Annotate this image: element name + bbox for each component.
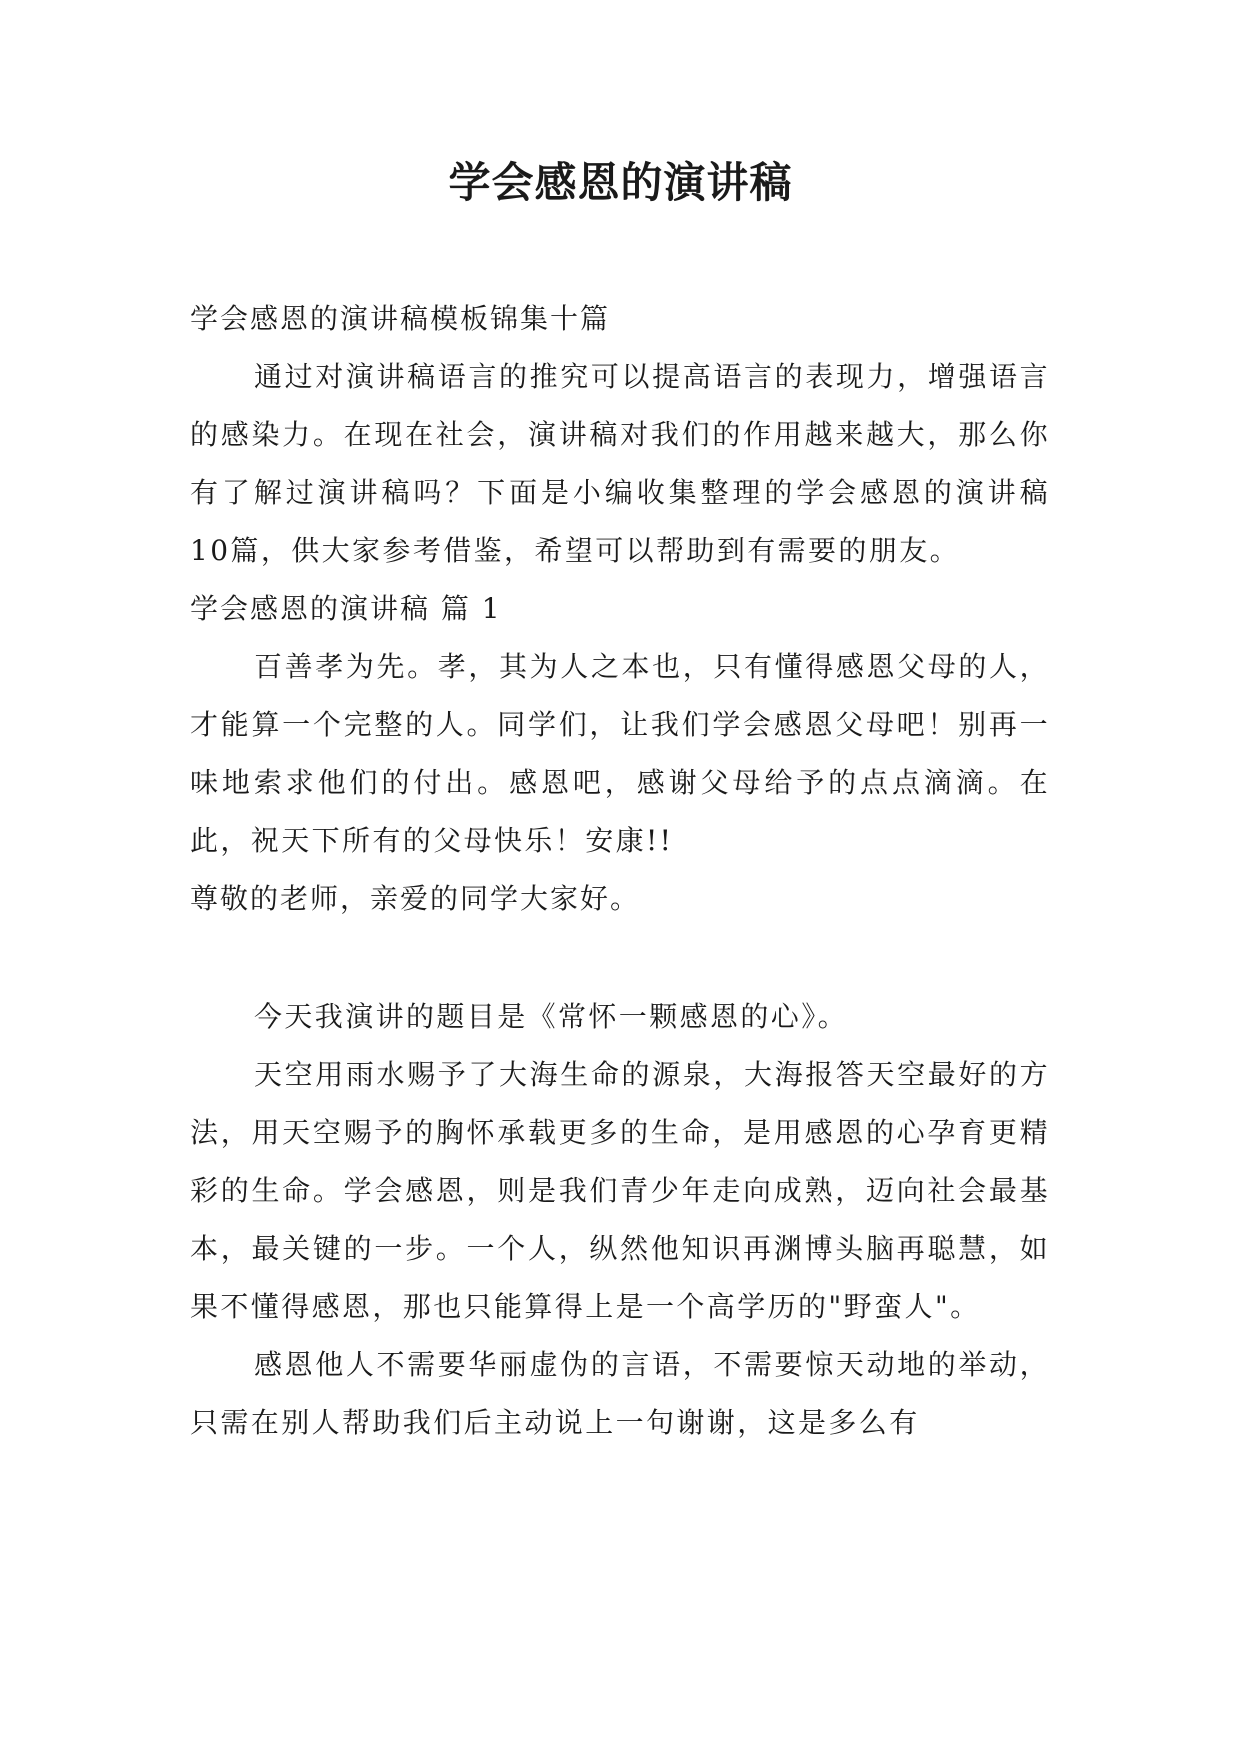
document-title: 学会感恩的演讲稿 [448,158,793,207]
gratitude-paragraph: 感恩他人不需要华丽虚伪的言语，不需要惊天动地的举动，只需在别人帮助我们后主动说上一句谢谢，这是多么有 [190,1348,1050,1439]
paragraph-gap [190,928,1050,988]
section-heading: 学会感恩的演讲稿 篇 1 [190,592,502,625]
topic-paragraph: 今天我演讲的题目是《常怀一颗感恩的心》。 [254,1000,849,1033]
greeting-line: 尊敬的老师，亲爱的同学大家好。 [190,882,641,915]
intro-paragraph: 通过对演讲稿语言的推究可以提高语言的表现力，增强语言的感染力。在现在社会，演讲稿对我们的作用越来越大，那么你有了解过演讲稿吗？下面是小编收集整理的学会感恩的演讲稿10篇，供大家参考借鉴，希望可以帮助到有需要的朋友。 [190,360,1050,567]
document-body [190,290,1050,1452]
document-subtitle: 学会感恩的演讲稿模板锦集十篇 [190,302,611,335]
section1-paragraph: 百善孝为先。孝，其为人之本也，只有懂得感恩父母的人，才能算一个完整的人。同学们，让我们学会感恩父母吧！别再一味地索求他们的付出。感恩吧，感谢父母给予的点点滴滴。在此，祝天下所有的父母快乐！安康!! [190,650,1050,857]
sky-paragraph: 天空用雨水赐予了大海生命的源泉，大海报答天空最好的方法，用天空赐予的胸怀承载更多的生命，是用感恩的心孕育更精彩的生命。学会感恩，则是我们青少年走向成熟，迈向社会最基本，最关键的一步。一个人，纵然他知识再渊博头脑再聪慧，如果不懂得感恩，那也只能算得上是一个高学历的"野蛮人"。 [190,1058,1050,1323]
